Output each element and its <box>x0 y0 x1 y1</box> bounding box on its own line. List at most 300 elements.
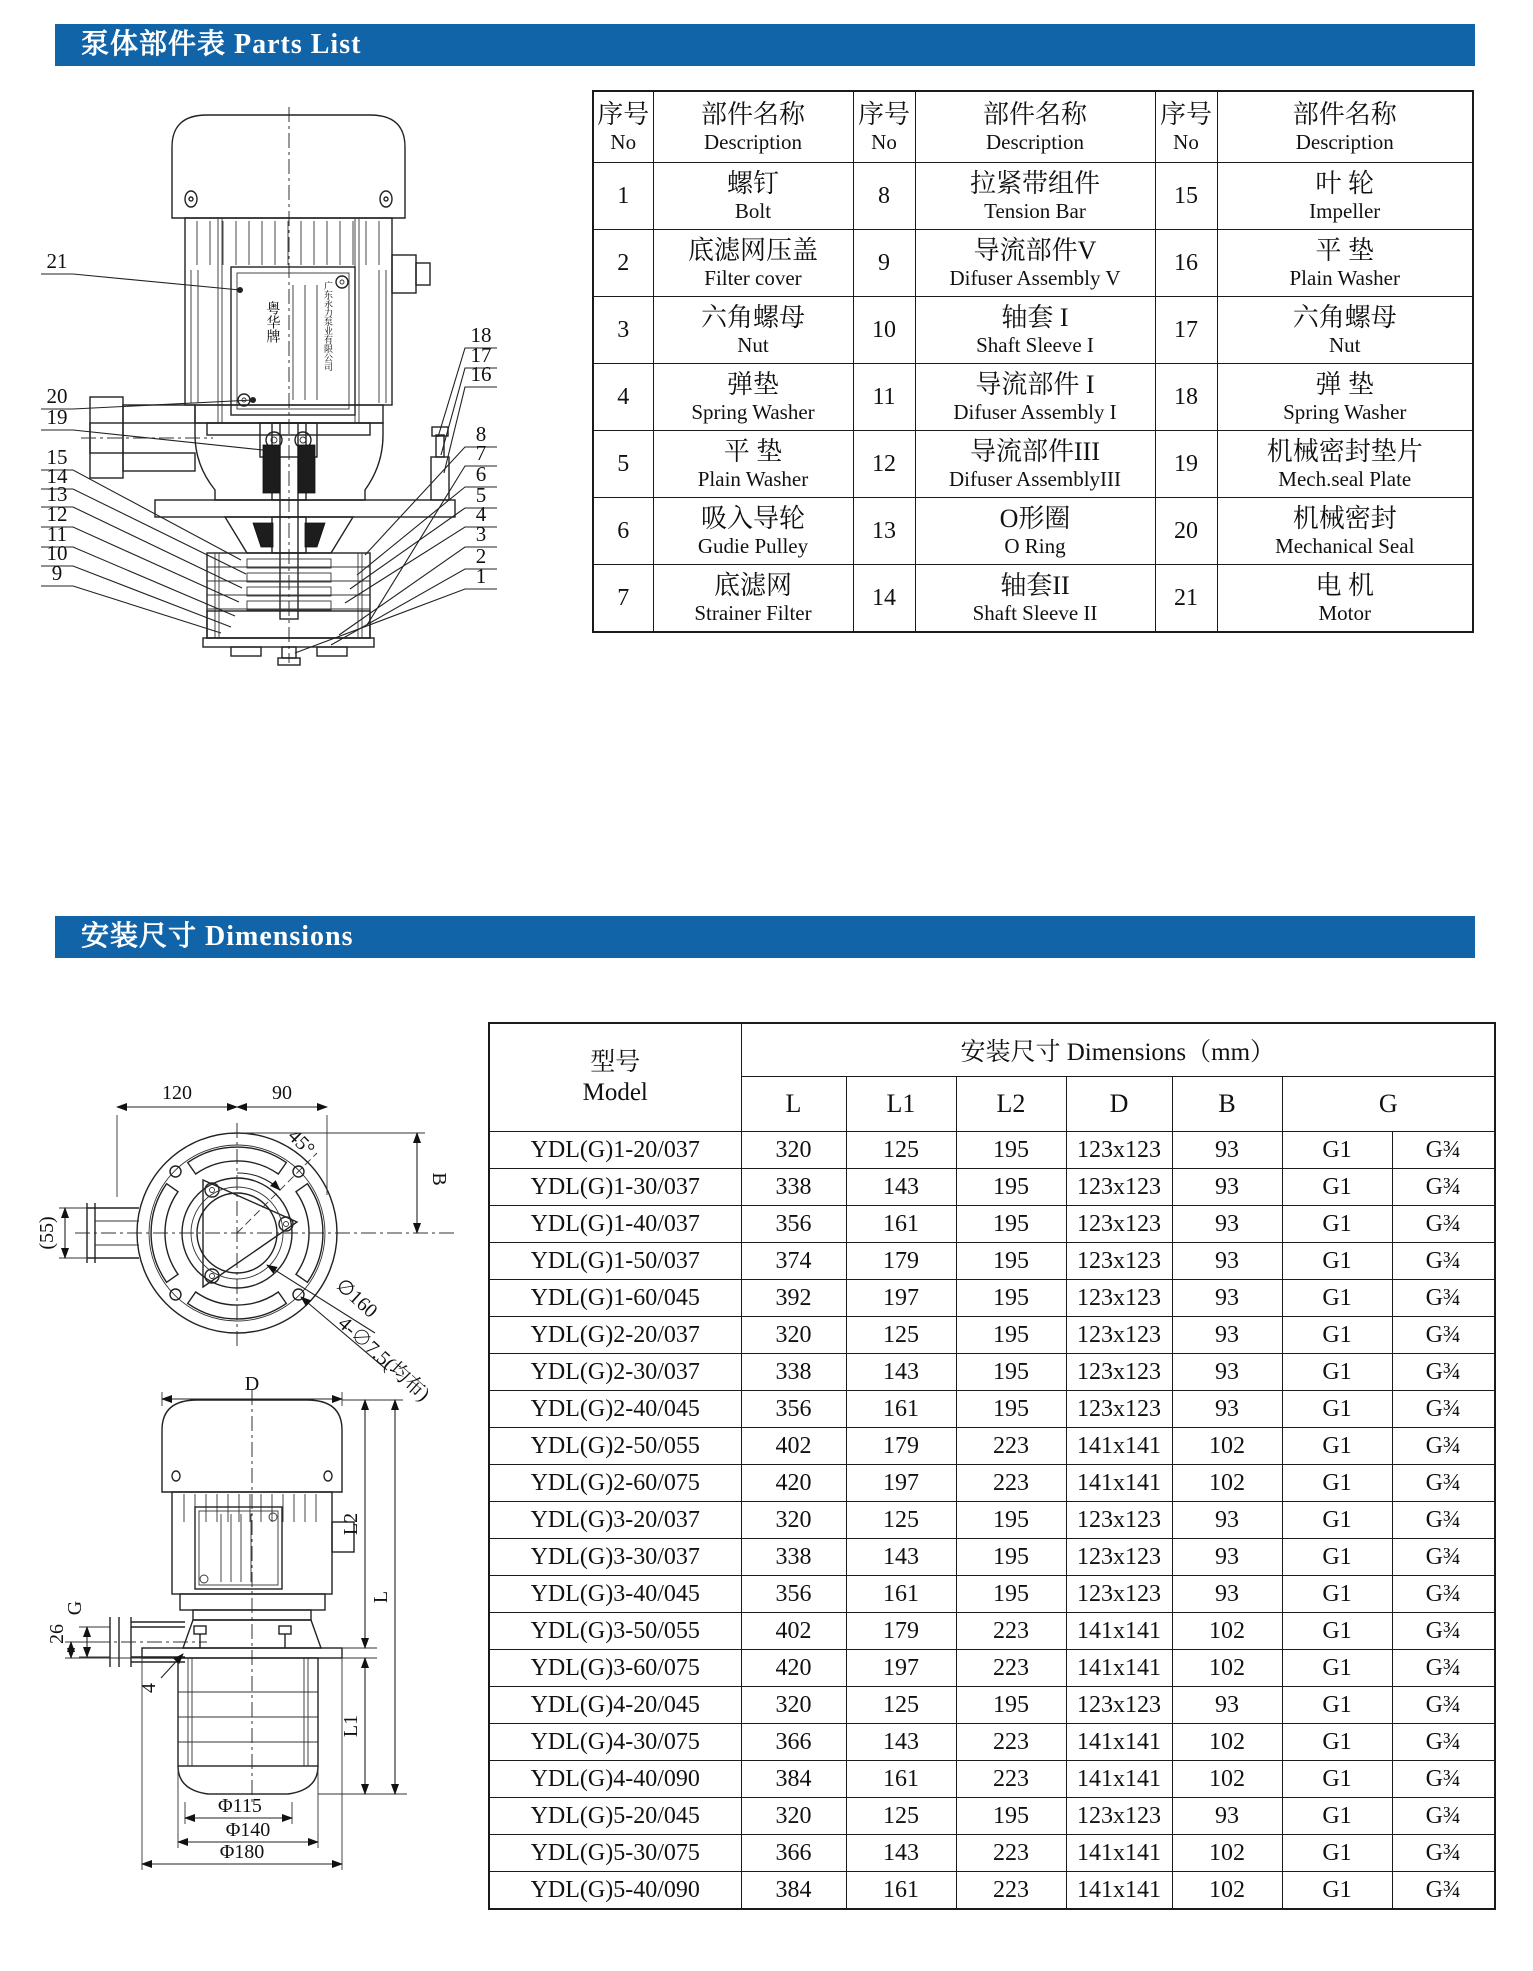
parts-list-table <box>592 90 1474 633</box>
dim-cell-L: 420 <box>741 1650 846 1687</box>
dim-cell-B: 102 <box>1172 1835 1282 1872</box>
dim-cell-L1: 161 <box>846 1206 956 1243</box>
callout-19: 19 <box>46 405 68 429</box>
part-no: 3 <box>593 297 653 364</box>
model-cell: YDL(G)2-20/037 <box>489 1317 741 1354</box>
parts-list-title: 泵体部件表 Parts List <box>81 29 362 60</box>
model-cell: YDL(G)3-60/075 <box>489 1650 741 1687</box>
dim-cell-L: 392 <box>741 1280 846 1317</box>
part-no: 17 <box>1155 297 1217 364</box>
callout-10: 10 <box>46 541 68 565</box>
col-header-G: G <box>1282 1077 1495 1132</box>
dim-cell-L2: 195 <box>956 1280 1066 1317</box>
dim-cell-L1: 179 <box>846 1243 956 1280</box>
dim-cell-L2: 223 <box>956 1465 1066 1502</box>
dim-cell-D: 141x141 <box>1066 1613 1172 1650</box>
parts-table-row <box>593 230 1473 297</box>
mech-seal-right <box>298 445 315 493</box>
callout-11: 11 <box>46 522 68 546</box>
part-no: 2 <box>593 230 653 297</box>
dim-cell-G1: G1 <box>1282 1206 1392 1243</box>
part-no: 10 <box>853 297 915 364</box>
dim-cell-L2: 195 <box>956 1354 1066 1391</box>
dim-cell-L: 320 <box>741 1687 846 1724</box>
dim-cell-B: 102 <box>1172 1650 1282 1687</box>
dim-cell-D: 141x141 <box>1066 1650 1172 1687</box>
dim-cell-B: 93 <box>1172 1502 1282 1539</box>
col-header-L2: L2 <box>956 1077 1066 1132</box>
pump-barrel <box>178 1658 318 1794</box>
part-no: 21 <box>1155 565 1217 633</box>
model-cell: YDL(G)1-20/037 <box>489 1132 741 1169</box>
part-description: 机械密封垫片 Mech.seal Plate <box>1217 431 1473 498</box>
dim-cell-G2: G¾ <box>1392 1613 1495 1650</box>
dim-cell-L: 338 <box>741 1539 846 1576</box>
dim-cell-B: 93 <box>1172 1391 1282 1428</box>
dim-cell-D: 123x123 <box>1066 1576 1172 1613</box>
dim-cell-L1: 125 <box>846 1317 956 1354</box>
part-description: 平 垫 Plain Washer <box>653 431 853 498</box>
inlet-dimensions <box>46 1601 183 1693</box>
dim-cell-G1: G1 <box>1282 1687 1392 1724</box>
model-cell: YDL(G)5-40/090 <box>489 1872 741 1910</box>
callout-21: 21 <box>46 249 68 273</box>
dim-D: D <box>244 1373 260 1395</box>
dim-cell-G1: G1 <box>1282 1132 1392 1169</box>
dim-cell-L2: 195 <box>956 1576 1066 1613</box>
part-description: 轴套 I Shaft Sleeve I <box>915 297 1155 364</box>
callout-8: 8 <box>475 422 487 446</box>
dim-cell-L2: 223 <box>956 1650 1066 1687</box>
col-header-L: L <box>741 1077 846 1132</box>
callout-5: 5 <box>475 483 487 507</box>
motor-nameplate <box>231 267 355 415</box>
dim-cell-B: 93 <box>1172 1687 1282 1724</box>
part-description: 导流部件III Difuser AssemblyIII <box>915 431 1155 498</box>
dim-cell-B: 93 <box>1172 1354 1282 1391</box>
dim-cell-G2: G¾ <box>1392 1465 1495 1502</box>
dims-table-header-row-1 <box>489 1023 1495 1077</box>
dims-table-row <box>489 1761 1495 1798</box>
dims-table-row <box>489 1280 1495 1317</box>
dims-table-row <box>489 1687 1495 1724</box>
model-cell: YDL(G)4-20/045 <box>489 1687 741 1724</box>
dim-cell-G2: G¾ <box>1392 1206 1495 1243</box>
dim-cell-L: 374 <box>741 1243 846 1280</box>
part-no: 13 <box>853 498 915 565</box>
part-description: 弹 垫 Spring Washer <box>1217 364 1473 431</box>
dim-cell-D: 141x141 <box>1066 1761 1172 1798</box>
dims-table-row <box>489 1206 1495 1243</box>
part-no: 1 <box>593 163 653 230</box>
dim-45deg: 45° <box>283 1124 319 1161</box>
dim-cell-L: 356 <box>741 1576 846 1613</box>
col-header-description: 部件名称 Description <box>1217 91 1473 163</box>
col-header-no: 序号 No <box>1155 91 1217 163</box>
dims-table-row <box>489 1835 1495 1872</box>
mech-seal-left <box>263 445 280 493</box>
part-description: 底滤网压盖 Filter cover <box>653 230 853 297</box>
dim-cell-D: 123x123 <box>1066 1169 1172 1206</box>
top-view-dimensions <box>36 1082 450 1406</box>
model-cell: YDL(G)1-40/037 <box>489 1206 741 1243</box>
dim-cell-B: 102 <box>1172 1724 1282 1761</box>
dim-cell-G2: G¾ <box>1392 1798 1495 1835</box>
dim-cell-D: 141x141 <box>1066 1835 1172 1872</box>
dim-cell-D: 123x123 <box>1066 1317 1172 1354</box>
dim-cell-G2: G¾ <box>1392 1687 1495 1724</box>
dim-90: 90 <box>272 1082 292 1104</box>
dim-cell-L: 384 <box>741 1872 846 1910</box>
dim-26: 26 <box>46 1624 68 1644</box>
dim-cell-L2: 223 <box>956 1428 1066 1465</box>
dim-cell-L1: 179 <box>846 1428 956 1465</box>
callouts-right <box>295 323 497 653</box>
dim-cell-G2: G¾ <box>1392 1761 1495 1798</box>
part-description: 拉紧带组件 Tension Bar <box>915 163 1155 230</box>
parts-table-row <box>593 297 1473 364</box>
dim-cell-B: 93 <box>1172 1169 1282 1206</box>
dim-cell-G2: G¾ <box>1392 1872 1495 1910</box>
part-description: 叶 轮 Impeller <box>1217 163 1473 230</box>
pump-side-view-drawing <box>35 1372 475 1872</box>
dim-cell-L: 356 <box>741 1206 846 1243</box>
dim-cell-G1: G1 <box>1282 1872 1392 1910</box>
dim-cell-G2: G¾ <box>1392 1502 1495 1539</box>
callout-13: 13 <box>46 482 68 506</box>
callout-3: 3 <box>475 522 487 546</box>
dim-cell-L1: 161 <box>846 1761 956 1798</box>
dim-cell-L2: 223 <box>956 1613 1066 1650</box>
dim-cell-D: 123x123 <box>1066 1280 1172 1317</box>
col-header-no: 序号 No <box>593 91 653 163</box>
callout-12: 12 <box>46 502 68 526</box>
dim-cell-L1: 143 <box>846 1835 956 1872</box>
dim-cell-G2: G¾ <box>1392 1132 1495 1169</box>
parts-table-row <box>593 431 1473 498</box>
dims-table-row <box>489 1724 1495 1761</box>
dim-cell-L1: 161 <box>846 1576 956 1613</box>
dim-cell-G1: G1 <box>1282 1761 1392 1798</box>
col-header-L1: L1 <box>846 1077 956 1132</box>
dim-cell-L1: 125 <box>846 1687 956 1724</box>
dim-G: G <box>64 1600 86 1616</box>
dim-cell-L2: 195 <box>956 1539 1066 1576</box>
dim-cell-B: 102 <box>1172 1465 1282 1502</box>
model-cell: YDL(G)3-20/037 <box>489 1502 741 1539</box>
nameplate <box>195 1507 282 1589</box>
dim-dia180: Φ180 <box>219 1841 265 1863</box>
dims-table-row <box>489 1169 1495 1206</box>
dim-dia160: ∅160 <box>331 1274 382 1323</box>
model-cell: YDL(G)2-60/075 <box>489 1465 741 1502</box>
dim-cell-G1: G1 <box>1282 1428 1392 1465</box>
model-cell: YDL(G)5-30/075 <box>489 1835 741 1872</box>
discharge-pipe <box>95 1617 207 1667</box>
callout-16: 16 <box>470 362 492 386</box>
dim-cell-L: 366 <box>741 1724 846 1761</box>
dim-cell-L1: 125 <box>846 1502 956 1539</box>
dim-cell-G1: G1 <box>1282 1724 1392 1761</box>
nameplate-brand: 粤华牌 <box>264 301 280 343</box>
dims-table-row <box>489 1650 1495 1687</box>
dims-table-row <box>489 1243 1495 1280</box>
dim-cell-L1: 161 <box>846 1391 956 1428</box>
dim-cell-L1: 125 <box>846 1798 956 1835</box>
callout-15: 15 <box>46 445 68 469</box>
part-no: 11 <box>853 364 915 431</box>
dim-cell-L2: 195 <box>956 1687 1066 1724</box>
parts-table-row <box>593 565 1473 633</box>
dim-cell-G1: G1 <box>1282 1169 1392 1206</box>
callout-7: 7 <box>475 441 487 465</box>
dims-table-row <box>489 1354 1495 1391</box>
dim-cell-L2: 223 <box>956 1724 1066 1761</box>
part-no: 5 <box>593 431 653 498</box>
parts-list-section-header <box>55 24 1475 66</box>
dim-cell-G2: G¾ <box>1392 1280 1495 1317</box>
col-header-D: D <box>1066 1077 1172 1132</box>
dim-cell-L: 402 <box>741 1428 846 1465</box>
dim-cell-B: 102 <box>1172 1872 1282 1910</box>
dim-cell-G2: G¾ <box>1392 1354 1495 1391</box>
part-description: 导流部件 I Difuser Assembly I <box>915 364 1155 431</box>
dims-table-row <box>489 1132 1495 1169</box>
dim-cell-L2: 223 <box>956 1835 1066 1872</box>
dim-cell-G1: G1 <box>1282 1613 1392 1650</box>
dim-cell-L2: 195 <box>956 1206 1066 1243</box>
dim-cell-B: 93 <box>1172 1280 1282 1317</box>
part-description: 导流部件V Difuser Assembly V <box>915 230 1155 297</box>
part-description: 平 垫 Plain Washer <box>1217 230 1473 297</box>
dim-cell-L1: 143 <box>846 1169 956 1206</box>
dim-cell-D: 123x123 <box>1066 1539 1172 1576</box>
part-no: 20 <box>1155 498 1217 565</box>
dim-cell-G2: G¾ <box>1392 1650 1495 1687</box>
dimensions-table <box>488 1022 1496 1910</box>
model-cell: YDL(G)1-50/037 <box>489 1243 741 1280</box>
col-header-dimensions-span: 安装尺寸 Dimensions（mm） <box>741 1023 1495 1077</box>
dim-cell-G1: G1 <box>1282 1576 1392 1613</box>
dim-cell-L1: 143 <box>846 1724 956 1761</box>
part-no: 4 <box>593 364 653 431</box>
parts-table-row <box>593 163 1473 230</box>
dim-cell-L: 338 <box>741 1354 846 1391</box>
dim-cell-L2: 223 <box>956 1872 1066 1910</box>
dim-4: 4 <box>138 1683 160 1693</box>
dim-cell-L1: 143 <box>846 1354 956 1391</box>
model-cell: YDL(G)3-30/037 <box>489 1539 741 1576</box>
mounting-flange <box>155 500 455 517</box>
model-cell: YDL(G)4-30/075 <box>489 1724 741 1761</box>
dim-cell-D: 123x123 <box>1066 1243 1172 1280</box>
dim-cell-B: 102 <box>1172 1613 1282 1650</box>
pump-top-view-drawing <box>35 1075 485 1406</box>
part-no: 15 <box>1155 163 1217 230</box>
parts-table-row <box>593 364 1473 431</box>
dim-cell-G2: G¾ <box>1392 1576 1495 1613</box>
callout-2: 2 <box>475 544 487 568</box>
dim-dia140: Φ140 <box>225 1819 271 1841</box>
part-description: 弹垫 Spring Washer <box>653 364 853 431</box>
part-no: 16 <box>1155 230 1217 297</box>
callouts-left <box>41 249 263 633</box>
dim-cell-L: 366 <box>741 1835 846 1872</box>
dim-L1: L1 <box>340 1714 362 1738</box>
dims-table-body <box>489 1132 1495 1910</box>
model-cell: YDL(G)2-50/055 <box>489 1428 741 1465</box>
dim-cell-D: 123x123 <box>1066 1687 1172 1724</box>
parts-table-header-row <box>593 91 1473 163</box>
dim-cell-L2: 195 <box>956 1132 1066 1169</box>
dim-cell-L2: 223 <box>956 1761 1066 1798</box>
dim-cell-D: 141x141 <box>1066 1465 1172 1502</box>
dims-table-row <box>489 1428 1495 1465</box>
part-description: 螺钉 Bolt <box>653 163 853 230</box>
callout-20: 20 <box>46 384 68 408</box>
dim-cell-L: 320 <box>741 1798 846 1835</box>
cable-gland <box>392 255 416 293</box>
model-cell: YDL(G)2-30/037 <box>489 1354 741 1391</box>
part-description: 底滤网 Strainer Filter <box>653 565 853 633</box>
dim-cell-G1: G1 <box>1282 1354 1392 1391</box>
col-header-description: 部件名称 Description <box>915 91 1155 163</box>
dim-cell-L1: 197 <box>846 1280 956 1317</box>
dim-cell-G1: G1 <box>1282 1798 1392 1835</box>
dim-cell-G1: G1 <box>1282 1539 1392 1576</box>
model-cell: YDL(G)3-40/045 <box>489 1576 741 1613</box>
dim-cell-G2: G¾ <box>1392 1428 1495 1465</box>
dims-table-row <box>489 1317 1495 1354</box>
dim-cell-G1: G1 <box>1282 1280 1392 1317</box>
dims-table-row <box>489 1798 1495 1835</box>
col-header-no: 序号 No <box>853 91 915 163</box>
col-header-B: B <box>1172 1077 1282 1132</box>
dims-table-row <box>489 1391 1495 1428</box>
dim-cell-L1: 179 <box>846 1613 956 1650</box>
dim-cell-L: 338 <box>741 1169 846 1206</box>
dim-cell-G1: G1 <box>1282 1650 1392 1687</box>
dims-table-row <box>489 1465 1495 1502</box>
dim-cell-B: 93 <box>1172 1317 1282 1354</box>
dim-cell-G2: G¾ <box>1392 1724 1495 1761</box>
part-no: 18 <box>1155 364 1217 431</box>
part-no: 12 <box>853 431 915 498</box>
dim-cell-G2: G¾ <box>1392 1243 1495 1280</box>
dim-L2: L2 <box>340 1512 362 1536</box>
dim-cell-D: 123x123 <box>1066 1391 1172 1428</box>
part-no: 7 <box>593 565 653 633</box>
part-description: O形圈 O Ring <box>915 498 1155 565</box>
callout-4: 4 <box>475 502 487 526</box>
model-cell: YDL(G)4-40/090 <box>489 1761 741 1798</box>
dim-cell-L: 320 <box>741 1502 846 1539</box>
dim-cell-L: 402 <box>741 1613 846 1650</box>
part-description: 机械密封 Mechanical Seal <box>1217 498 1473 565</box>
dim-cell-G1: G1 <box>1282 1835 1392 1872</box>
part-no: 14 <box>853 565 915 633</box>
dim-cell-B: 102 <box>1172 1428 1282 1465</box>
dimensions-title: 安装尺寸 Dimensions <box>81 921 354 952</box>
dim-cell-L1: 125 <box>846 1132 956 1169</box>
callout-17: 17 <box>470 343 492 367</box>
model-cell: YDL(G)1-60/045 <box>489 1280 741 1317</box>
pump-cross-section-drawing <box>35 105 495 670</box>
dim-cell-D: 141x141 <box>1066 1872 1172 1910</box>
dim-cell-D: 141x141 <box>1066 1724 1172 1761</box>
dim-cell-G2: G¾ <box>1392 1835 1495 1872</box>
model-cell: YDL(G)2-40/045 <box>489 1391 741 1428</box>
dim-cell-B: 93 <box>1172 1576 1282 1613</box>
parts-table-body <box>593 163 1473 633</box>
dim-cell-D: 141x141 <box>1066 1428 1172 1465</box>
dim-cell-L1: 197 <box>846 1465 956 1502</box>
dim-B: B <box>428 1172 450 1186</box>
dim-cell-G1: G1 <box>1282 1243 1392 1280</box>
col-header-model: 型号 Model <box>489 1023 741 1132</box>
dim-cell-D: 123x123 <box>1066 1354 1172 1391</box>
dim-cell-L1: 161 <box>846 1872 956 1910</box>
dim-cell-B: 93 <box>1172 1798 1282 1835</box>
dim-cell-B: 93 <box>1172 1206 1282 1243</box>
dim-cell-B: 93 <box>1172 1243 1282 1280</box>
callout-14: 14 <box>46 464 68 488</box>
dims-table-row <box>489 1872 1495 1910</box>
callout-9: 9 <box>51 561 63 585</box>
part-no: 9 <box>853 230 915 297</box>
part-description: 轴套II Shaft Sleeve II <box>915 565 1155 633</box>
dim-cell-B: 93 <box>1172 1539 1282 1576</box>
dims-table-row <box>489 1613 1495 1650</box>
dim-cell-L: 420 <box>741 1465 846 1502</box>
dim-cell-L2: 195 <box>956 1317 1066 1354</box>
dim-cell-L: 320 <box>741 1132 846 1169</box>
nameplate-company: 广东永力泵业有限公司 <box>323 281 333 371</box>
dim-cell-D: 123x123 <box>1066 1502 1172 1539</box>
bottom-dimensions <box>142 1664 342 1870</box>
dim-cell-L2: 195 <box>956 1391 1066 1428</box>
dim-cell-L2: 195 <box>956 1169 1066 1206</box>
dimensions-section-header <box>55 916 1475 958</box>
part-description: 吸入导轮 Gudie Pulley <box>653 498 853 565</box>
part-description: 电 机 Motor <box>1217 565 1473 633</box>
callout-1: 1 <box>475 564 487 588</box>
dim-cell-G1: G1 <box>1282 1317 1392 1354</box>
dim-cell-G2: G¾ <box>1392 1317 1495 1354</box>
dim-cell-L1: 197 <box>846 1650 956 1687</box>
dims-table-row <box>489 1502 1495 1539</box>
dim-bolt-holes: 4-∅7.5(均布) <box>333 1312 434 1406</box>
dim-cell-G2: G¾ <box>1392 1391 1495 1428</box>
col-header-description: 部件名称 Description <box>653 91 853 163</box>
dim-cell-G2: G¾ <box>1392 1539 1495 1576</box>
dim-55: (55) <box>36 1216 58 1250</box>
dim-cell-L: 320 <box>741 1317 846 1354</box>
dim-dia115: Φ115 <box>218 1795 262 1817</box>
dim-cell-B: 93 <box>1172 1132 1282 1169</box>
dim-cell-L1: 143 <box>846 1539 956 1576</box>
callout-6: 6 <box>475 462 487 486</box>
dim-120: 120 <box>162 1082 192 1104</box>
dim-cell-L: 384 <box>741 1761 846 1798</box>
dim-cell-L2: 195 <box>956 1798 1066 1835</box>
dim-cell-L: 356 <box>741 1391 846 1428</box>
length-dimensions <box>318 1400 407 1794</box>
dim-L: L <box>370 1590 392 1604</box>
part-description: 六角螺母 Nut <box>653 297 853 364</box>
dims-table-row <box>489 1576 1495 1613</box>
part-no: 19 <box>1155 431 1217 498</box>
